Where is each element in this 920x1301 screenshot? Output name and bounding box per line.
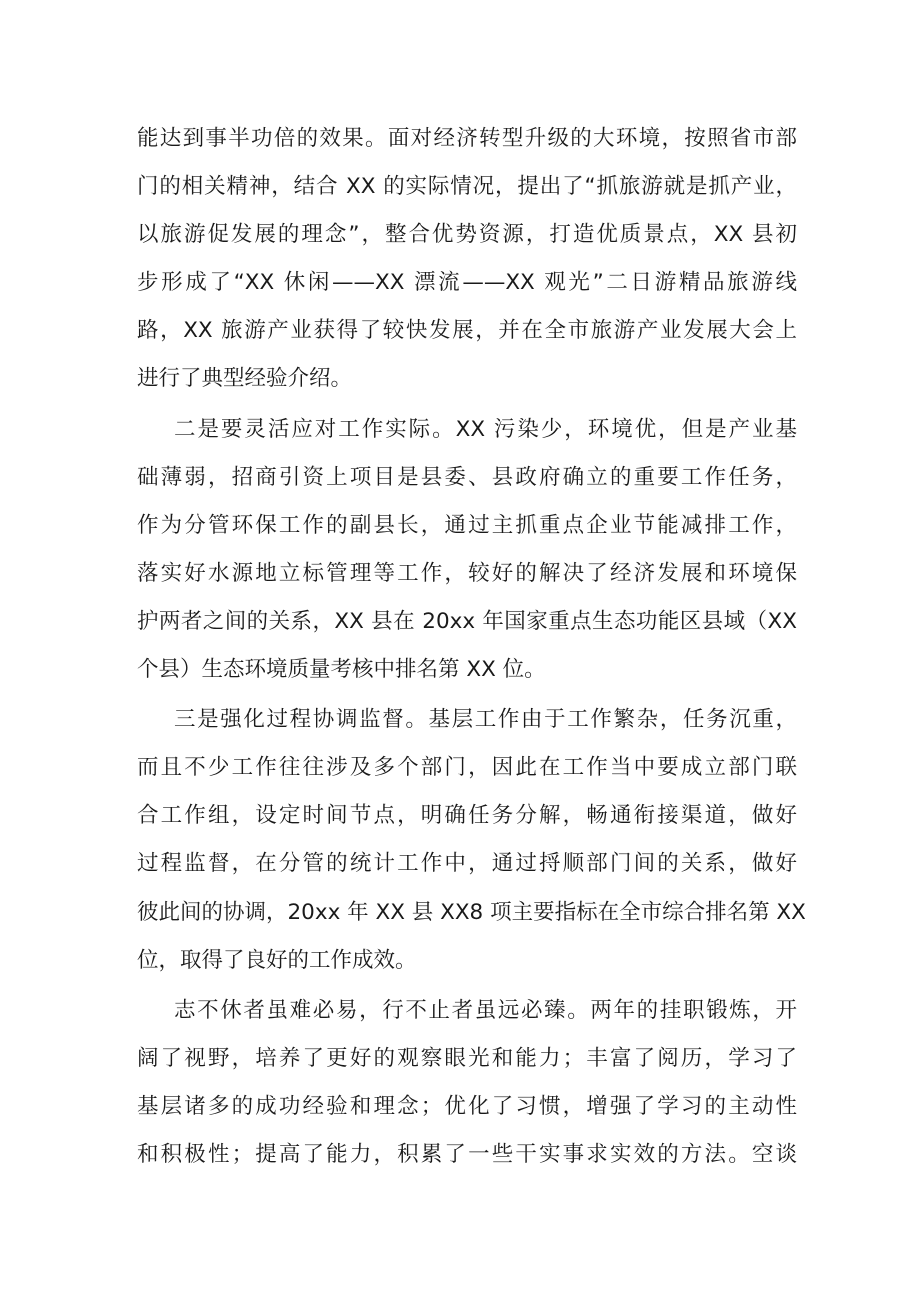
text-line: 步形成了“XX 休闲——XX 漂流——XX 观光”二日游精品旅游线 bbox=[137, 270, 797, 296]
text-line: 位，取得了良好的工作成效。 bbox=[137, 947, 417, 973]
paragraph bbox=[137, 987, 797, 1179]
document-body bbox=[137, 115, 806, 1179]
text-line: 护两者之间的关系，XX 县在 20xx 年国家重点生态功能区县域（XX bbox=[137, 608, 797, 634]
text-line: 二是要灵活应对工作实际。XX 污染少，环境优，但是产业基 bbox=[174, 416, 797, 442]
text-line: 三是强化过程协调监督。基层工作由于工作繁杂，任务沉重， bbox=[174, 707, 797, 733]
paragraph bbox=[137, 406, 797, 695]
text-line: 个县）生态环境质量考核中排名第 XX 位。 bbox=[137, 657, 546, 683]
text-line: 基层诸多的成功经验和理念；优化了习惯，增强了学习的主动性 bbox=[137, 1093, 797, 1119]
text-line: 志不休者虽难必易，行不止者虽远必臻。两年的挂职锻炼，开 bbox=[174, 997, 797, 1023]
paragraph bbox=[137, 115, 797, 404]
text-line: 和积极性；提高了能力，积累了一些干实事求实效的方法。空谈 bbox=[137, 1141, 797, 1167]
text-line: 而且不少工作往往涉及多个部门，因此在工作当中要成立部门联 bbox=[137, 755, 797, 781]
text-line: 路，XX 旅游产业获得了较快发展，并在全市旅游产业发展大会上 bbox=[137, 318, 797, 344]
text-line: 作为分管环保工作的副县长，通过主抓重点企业节能减排工作， bbox=[137, 512, 797, 538]
text-line: 彼此间的协调，20xx 年 XX 县 XX8 项主要指标在全市综合排名第 XX bbox=[137, 899, 806, 925]
text-line: 以旅游促发展的理念”，整合优势资源，打造优质景点，XX 县初 bbox=[137, 222, 797, 248]
text-line: 门的相关精神，结合 XX 的实际情况，提出了“抓旅游就是抓产业， bbox=[137, 174, 797, 200]
text-line: 阔了视野，培养了更好的观察眼光和能力；丰富了阅历，学习了 bbox=[137, 1045, 797, 1071]
text-line: 过程监督，在分管的统计工作中，通过捋顺部门间的关系，做好 bbox=[137, 851, 797, 877]
text-line: 能达到事半功倍的效果。面对经济转型升级的大环境，按照省市部 bbox=[137, 126, 797, 151]
text-line: 落实好水源地立标管理等工作，较好的解决了经济发展和环境保 bbox=[137, 560, 797, 586]
text-line: 进行了典型经验介绍。 bbox=[137, 366, 353, 392]
text-line: 础薄弱，招商引资上项目是县委、县政府确立的重要工作任务， bbox=[137, 464, 797, 490]
text-line: 合工作组，设定时间节点，明确任务分解，畅通衔接渠道，做好 bbox=[137, 803, 797, 829]
paragraph bbox=[137, 696, 806, 985]
